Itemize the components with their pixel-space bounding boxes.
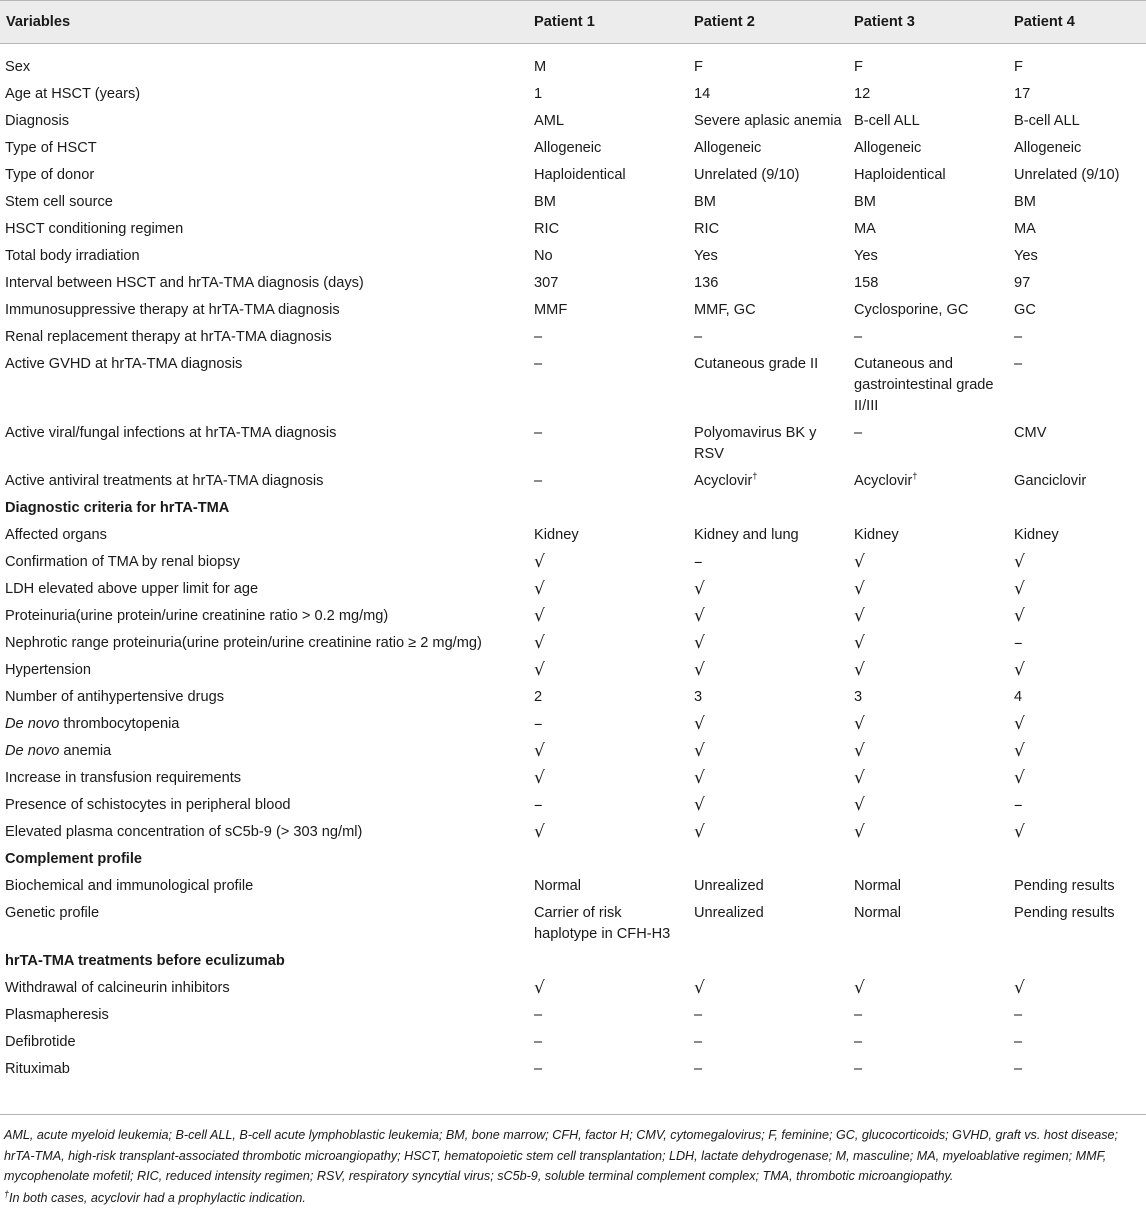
row-label: Nephrotic range proteinuria(urine protein/urine creatinine ratio ≥ 2 mg/mg)	[5, 635, 482, 651]
cell-value: –	[534, 1007, 543, 1023]
cell-value: F	[694, 59, 703, 75]
row-label: Diagnosis	[5, 113, 70, 129]
header-patient-4: Patient 4	[1008, 1, 1146, 44]
table-row	[0, 1057, 1146, 1087]
check-cell: √	[1014, 768, 1025, 788]
check-cell: √	[854, 633, 865, 653]
header-variables: Variables	[0, 1, 528, 44]
check-cell: √	[534, 552, 545, 572]
section-title: Complement profile	[5, 851, 143, 867]
cell-value: –	[1014, 329, 1023, 345]
row-label: LDH elevated above upper limit for age	[5, 581, 259, 597]
cell-value: 17	[1014, 86, 1031, 102]
row-label: Interval between HSCT and hrTA-TMA diagnosis (days)	[5, 275, 364, 291]
table-row	[0, 325, 1146, 352]
dagger-note-line	[4, 1188, 1140, 1209]
check-cell: √	[534, 660, 545, 680]
label-rest: thrombocytopenia	[59, 716, 180, 732]
cell-value: F	[1014, 59, 1023, 75]
check-cell: √	[1014, 660, 1025, 680]
check-cell: √	[854, 606, 865, 626]
section-header-treatments	[0, 949, 1146, 976]
table-footnote	[4, 1125, 1140, 1208]
cell-value: No	[534, 248, 553, 264]
table-row	[0, 271, 1146, 298]
row-label: Renal replacement therapy at hrTA-TMA diagnosis	[5, 329, 332, 345]
row-label: Presence of schistocytes in peripheral blood	[5, 797, 291, 813]
row-label: Increase in transfusion requirements	[5, 770, 242, 786]
cell-value: 3	[694, 689, 703, 705]
check-cell: √	[854, 741, 865, 761]
cell-value: 4	[1014, 689, 1023, 705]
cell-value: Kidney and lung	[694, 527, 799, 543]
cell-value: Haploidentical	[534, 167, 626, 183]
check-cell: √	[534, 768, 545, 788]
cell-value: Allogeneic	[694, 140, 762, 156]
cell-value: –	[534, 1061, 543, 1077]
row-label: Type of donor	[5, 167, 95, 183]
cell-value: Cutaneous grade II	[694, 356, 819, 372]
cell-value: Pending results	[1014, 878, 1115, 894]
cell-value: 97	[1014, 275, 1031, 291]
table-row	[0, 712, 1146, 739]
cell-value: RIC	[534, 221, 560, 237]
cell-value: –	[854, 1007, 863, 1023]
check-cell: √	[694, 579, 705, 599]
cell-value: 1	[534, 86, 543, 102]
header-patient-3: Patient 3	[848, 1, 1008, 44]
check-cell: √	[1014, 978, 1025, 998]
row-label: Defibrotide	[5, 1034, 76, 1050]
check-cell: √	[534, 633, 545, 653]
table-row	[0, 766, 1146, 793]
check-cell: √	[694, 606, 705, 626]
check-cell: √	[534, 741, 545, 761]
check-cell: √	[694, 660, 705, 680]
check-cell: –	[534, 714, 543, 734]
table-row	[0, 976, 1146, 1003]
cell-value: Allogeneic	[1014, 140, 1082, 156]
check-cell: √	[694, 795, 705, 815]
cell-value: 14	[694, 86, 711, 102]
cell-value	[688, 469, 848, 496]
cell-value: Haploidentical	[854, 167, 946, 183]
cell-text: Acyclovir	[854, 473, 913, 489]
cell-text: Acyclovir	[694, 473, 753, 489]
table-row	[0, 244, 1146, 271]
row-label: Rituximab	[5, 1061, 70, 1077]
check-cell: √	[534, 579, 545, 599]
label-italic: De novo	[5, 716, 60, 732]
cell-value	[848, 469, 1008, 496]
cell-value: BM	[534, 194, 556, 210]
cell-value: 136	[694, 275, 719, 291]
section-title: Diagnostic criteria for hrTA-TMA	[5, 500, 230, 516]
cell-value: Unrealized	[694, 905, 764, 921]
table-row	[0, 874, 1146, 901]
row-label: Total body irradiation	[5, 248, 140, 264]
row-label: Active antiviral treatments at hrTA-TMA diagnosis	[5, 473, 324, 489]
row-label: Confirmation of TMA by renal biopsy	[5, 554, 240, 570]
section-header-complement	[0, 847, 1146, 874]
table-row	[0, 523, 1146, 550]
cell-value: Normal	[854, 878, 902, 894]
check-cell: –	[534, 795, 543, 815]
label-rest: anemia	[59, 743, 112, 759]
cell-value: –	[534, 329, 543, 345]
row-label: Age at HSCT (years)	[5, 86, 141, 102]
cell-value: 2	[534, 689, 543, 705]
table-row	[0, 298, 1146, 325]
dagger-mark: †	[912, 471, 918, 482]
check-cell: –	[1014, 633, 1023, 653]
row-label: Proteinuria(urine protein/urine creatinine ratio > 0.2 mg/mg)	[5, 608, 389, 624]
table-row	[0, 793, 1146, 820]
cell-value: Unrelated (9/10)	[694, 167, 800, 183]
row-label: Hypertension	[5, 662, 91, 678]
cell-value: –	[854, 1061, 863, 1077]
row-label	[0, 739, 528, 766]
row-label: Immunosuppressive therapy at hrTA-TMA diagnosis	[5, 302, 340, 318]
cell-value: –	[694, 1034, 703, 1050]
check-cell: √	[694, 714, 705, 734]
cell-value: Cutaneous and gastrointestinal grade II/III	[854, 356, 994, 414]
header-patient-1: Patient 1	[528, 1, 688, 44]
dagger-mark: †	[4, 1188, 10, 1199]
cell-value: CMV	[1014, 425, 1047, 441]
cell-value: M	[534, 59, 547, 75]
table-row	[0, 604, 1146, 631]
check-cell: √	[694, 741, 705, 761]
cell-value: Ganciclovir	[1014, 473, 1087, 489]
table-row	[0, 550, 1146, 577]
cell-value: Yes	[694, 248, 718, 264]
cell-value: Kidney	[534, 527, 579, 543]
check-cell: √	[854, 822, 865, 842]
check-cell: √	[854, 714, 865, 734]
table-row	[0, 469, 1146, 496]
cell-value: 12	[854, 86, 871, 102]
cell-value: BM	[854, 194, 876, 210]
table-row	[0, 217, 1146, 244]
abbreviations-note: AML, acute myeloid leukemia; B-cell ALL, B-cell acute lymphoblastic leukemia; BM, bone marrow; CFH, factor H; CMV, cytomegalovirus; F, feminine; GC, glucocorticoids; GVHD, graft vs. host disease; hrTA-TMA, high-risk transplant-associated thrombotic microangiopathy; HSCT, hematopoietic stem cell transplantation; LDH, lactate dehydrogenase; M, masculine; MA, myeloablative regimen; MMF, mycophenolate mofetil; RIC, reduced intensity regimen; RSV, respiratory syncytial virus; sC5b-9, soluble terminal complement complex; TMA, thrombotic microangiopathy.	[4, 1128, 1119, 1183]
header-patient-2: Patient 2	[688, 1, 848, 44]
cell-value: 307	[534, 275, 559, 291]
table-row	[0, 577, 1146, 604]
cell-value: B-cell ALL	[854, 113, 920, 129]
label-italic: De novo	[5, 743, 60, 759]
check-cell: √	[534, 978, 545, 998]
cell-value: –	[534, 473, 543, 489]
row-label: Sex	[5, 59, 31, 75]
check-cell: –	[1014, 795, 1023, 815]
cell-value: –	[694, 1007, 703, 1023]
check-cell: √	[854, 795, 865, 815]
table-row	[0, 190, 1146, 217]
section-title: hrTA-TMA treatments before eculizumab	[5, 953, 285, 969]
cell-value: 3	[854, 689, 863, 705]
table-bottom-rule	[0, 1114, 1146, 1115]
cell-value: RIC	[694, 221, 720, 237]
cell-value: MA	[854, 221, 876, 237]
cell-value: 158	[854, 275, 879, 291]
check-cell: √	[1014, 714, 1025, 734]
check-cell: –	[694, 552, 703, 572]
check-cell: √	[694, 768, 705, 788]
row-label: Active GVHD at hrTA-TMA diagnosis	[5, 356, 243, 372]
table-row	[0, 658, 1146, 685]
cell-value: Allogeneic	[534, 140, 602, 156]
cell-value: Allogeneic	[854, 140, 922, 156]
row-label: Active viral/fungal infections at hrTA-TMA diagnosis	[5, 425, 337, 441]
cell-value: Unrealized	[694, 878, 764, 894]
cell-value: Kidney	[854, 527, 899, 543]
dagger-mark: †	[752, 471, 758, 482]
cell-value: –	[534, 1034, 543, 1050]
check-cell: √	[1014, 741, 1025, 761]
check-cell: √	[854, 660, 865, 680]
cell-value: MMF	[534, 302, 568, 318]
row-label: HSCT conditioning regimen	[5, 221, 184, 237]
cell-value: –	[854, 1034, 863, 1050]
cell-value: Cyclosporine, GC	[854, 302, 969, 318]
table-row	[0, 1030, 1146, 1057]
cell-value: –	[534, 356, 543, 372]
table-row	[0, 1003, 1146, 1030]
cell-value: –	[1014, 1034, 1023, 1050]
table-row	[0, 421, 1146, 469]
row-label: Withdrawal of calcineurin inhibitors	[5, 980, 230, 996]
cell-value: Severe aplasic anemia	[694, 113, 842, 129]
cell-value: Polyomavirus BK y RSV	[694, 425, 817, 462]
cell-value: GC	[1014, 302, 1036, 318]
row-label	[0, 712, 528, 739]
table-row	[0, 685, 1146, 712]
cell-value: AML	[534, 113, 565, 129]
cell-value: –	[1014, 1061, 1023, 1077]
check-cell: √	[1014, 822, 1025, 842]
cell-value: MMF, GC	[694, 302, 756, 318]
table-header-row	[0, 1, 1146, 44]
table-row	[0, 820, 1146, 847]
table-row	[0, 901, 1146, 949]
table-row	[0, 739, 1146, 766]
cell-value: B-cell ALL	[1014, 113, 1080, 129]
dagger-note: In both cases, acyclovir had a prophylactic indication.	[9, 1190, 306, 1205]
row-label: Plasmapheresis	[5, 1007, 109, 1023]
cell-value: –	[694, 329, 703, 345]
cell-value: BM	[694, 194, 716, 210]
check-cell: √	[854, 552, 865, 572]
table-row	[0, 109, 1146, 136]
cell-value: F	[854, 59, 863, 75]
row-label: Biochemical and immunological profile	[5, 878, 254, 894]
cell-value: –	[534, 425, 543, 441]
cell-value: Yes	[854, 248, 878, 264]
row-label: Genetic profile	[5, 905, 100, 921]
table-row	[0, 136, 1146, 163]
cell-value: –	[854, 329, 863, 345]
table-row	[0, 631, 1146, 658]
check-cell: √	[534, 606, 545, 626]
cell-value: Normal	[534, 878, 582, 894]
table-row	[0, 352, 1146, 421]
check-cell: √	[694, 633, 705, 653]
cell-value: –	[1014, 1007, 1023, 1023]
row-label: Elevated plasma concentration of sC5b-9 (> 303 ng/ml)	[5, 824, 363, 840]
check-cell: √	[854, 768, 865, 788]
row-label: Affected organs	[5, 527, 107, 543]
cell-value: Kidney	[1014, 527, 1059, 543]
cell-value: –	[694, 1061, 703, 1077]
cell-value: Yes	[1014, 248, 1038, 264]
check-cell: √	[694, 822, 705, 842]
cell-value: Pending results	[1014, 905, 1115, 921]
check-cell: √	[694, 978, 705, 998]
cell-value: Carrier of risk haplotype in CFH-H3	[534, 905, 671, 942]
cell-value: –	[854, 425, 863, 441]
cell-value: Unrelated (9/10)	[1014, 167, 1120, 183]
check-cell: √	[1014, 606, 1025, 626]
check-cell: √	[534, 822, 545, 842]
row-label: Type of HSCT	[5, 140, 97, 156]
cell-value: BM	[1014, 194, 1036, 210]
row-label: Stem cell source	[5, 194, 113, 210]
cell-value: MA	[1014, 221, 1036, 237]
check-cell: √	[1014, 579, 1025, 599]
check-cell: √	[854, 978, 865, 998]
cell-value: –	[1014, 356, 1023, 372]
row-label: Number of antihypertensive drugs	[5, 689, 225, 705]
table-row	[0, 55, 1146, 82]
check-cell: √	[1014, 552, 1025, 572]
section-header-diagnostic	[0, 496, 1146, 523]
cell-value: Normal	[854, 905, 902, 921]
table-row	[0, 163, 1146, 190]
table-row	[0, 82, 1146, 109]
check-cell: √	[854, 579, 865, 599]
